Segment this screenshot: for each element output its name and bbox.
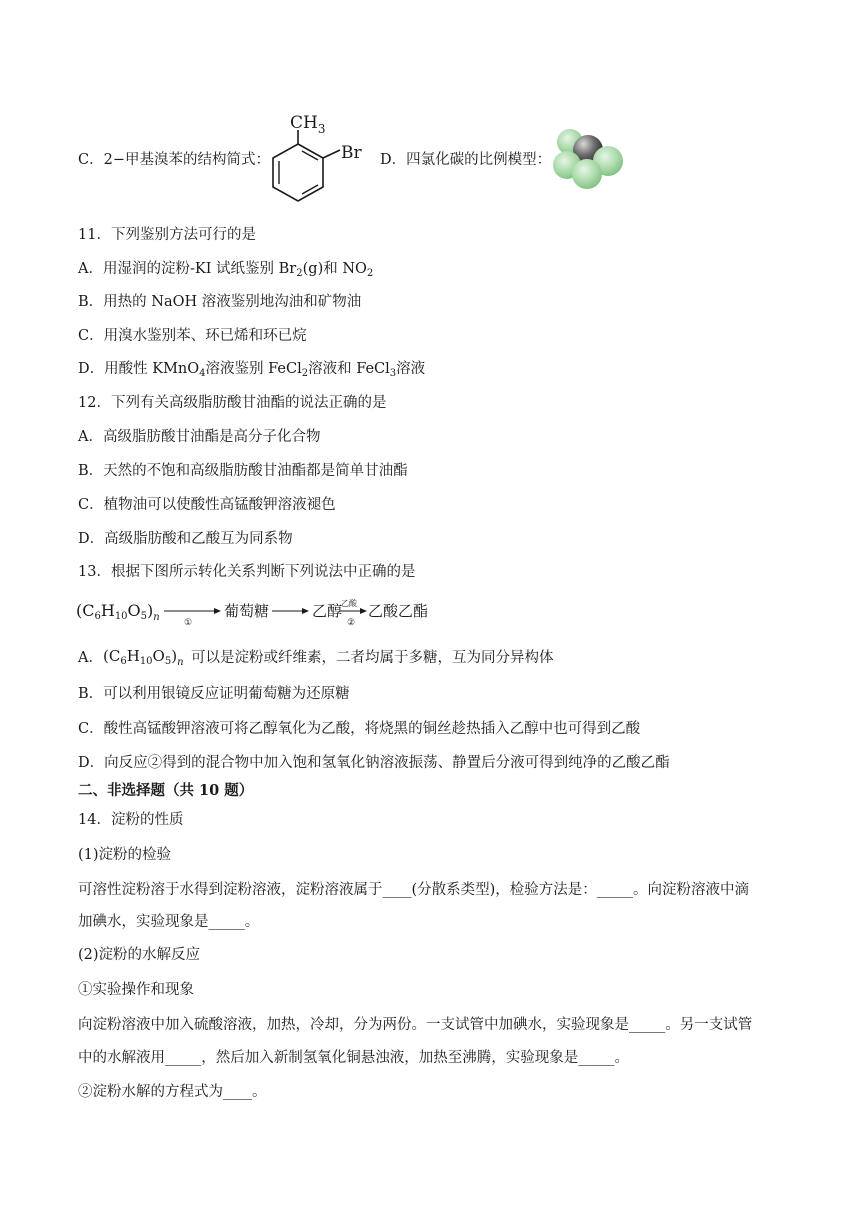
q12-option-b: B．天然的不饱和高级脂肪酸甘油酯都是简单甘油酯 xyxy=(78,463,408,479)
polysaccharide-formula: $(C6H10O5)_n$ xyxy=(76,601,160,623)
q14-part1-line2: 加碘水，实验现象是_____。 xyxy=(78,914,260,930)
section-heading: 二、非选择题（共 10 题） xyxy=(78,782,254,799)
ch3-label: $CH_3$ xyxy=(290,113,326,136)
q11-stem: 11．下列鉴别方法可行的是 xyxy=(78,227,256,243)
q13-option-c: C．酸性高锰酸钾溶液可将乙醇氧化为乙酸，将烧黑的铜丝趁热插入乙醇中也可得到乙酸 xyxy=(78,721,641,737)
q14-stem: 14．淀粉的性质 xyxy=(78,812,184,828)
q12-option-d: D．高级脂肪酸和乙酸互为同系物 xyxy=(78,531,293,547)
arrow3-bottom-label: ② xyxy=(347,618,356,628)
ethanol-label: 乙醇 xyxy=(312,602,343,620)
glucose-label: 葡萄糖 xyxy=(224,602,270,620)
q13-option-b: B．可以利用银镜反应证明葡萄糖为还原糖 xyxy=(78,686,350,702)
q12-stem: 12．下列有关高级脂肪酸甘油酯的说法正确的是 xyxy=(78,395,387,411)
q13-conversion-scheme xyxy=(76,596,436,630)
q12-option-a: A．高级脂肪酸甘油酯是高分子化合物 xyxy=(78,429,321,445)
ccl4-space-filling-model xyxy=(552,128,626,192)
q14-part2-line2: 中的水解液用_____，然后加入新制氢氧化铜悬浊液，加热至沸腾，实验现象是_____。 xyxy=(78,1050,629,1066)
arrow1-label: ① xyxy=(184,618,193,628)
option-a-formula xyxy=(103,646,191,668)
q14-part1-line1: 可溶性淀粉溶于水得到淀粉溶液，淀粉溶液属于____(分散系类型)，检验方法是：_____。向淀粉溶液中滴 xyxy=(78,882,750,898)
q14-part2-line1: 向淀粉溶液中加入硫酸溶液，加热，冷却，分为两份。一支试管中加碘水，实验现象是_____。另一支试管 xyxy=(78,1017,753,1033)
bromotoluene-structure xyxy=(262,110,372,210)
q14-part2-title: (2)淀粉的水解反应 xyxy=(78,947,201,963)
q13-option-a: A． $(C_6H_{10}O_5)_n$ 可以是淀粉或纤维素，二者均属于多糖，互为同分异构体 xyxy=(78,647,554,668)
q11-option-b: B．用热的 NaOH 溶液鉴别地沟油和矿物油 xyxy=(78,294,362,310)
q10-option-d-text: D．四氯化碳的比例模型： xyxy=(380,152,552,168)
q14-part2-sub2: ②淀粉水解的方程式为____。 xyxy=(78,1084,267,1100)
q11-option-a: A．用湿润的淀粉-KI 试纸鉴别 $Br_2(g)$和 $NO_2$ xyxy=(78,261,374,279)
q11-option-c: C．用溴水鉴别苯、环已烯和环已烷 xyxy=(78,328,307,344)
q11-option-d: D．用酸性 KMnO$_4$溶液鉴别 FeCl$_2$溶液和 FeCl$_3$溶液 xyxy=(78,361,426,379)
q12-option-c: C．植物油可以使酸性高锰酸钾溶液褪色 xyxy=(78,497,336,513)
svg-text:(C6H10O5)n: $(C_6H_{10}O_5)_n$ xyxy=(102,647,184,668)
br-label: Br xyxy=(341,143,362,163)
q14-part1-title: (1)淀粉的检验 xyxy=(78,847,172,863)
q10-option-c-text: C．2−甲基溴苯的结构简式： xyxy=(78,152,270,168)
ethyl-acetate-label: 乙酸乙酯 xyxy=(368,602,429,620)
q14-part2-sub1: ①实验操作和现象 xyxy=(78,982,194,998)
q13-option-d: D．向反应②得到的混合物中加入饱和氢氧化钠溶液振荡、静置后分液可得到纯净的乙酸乙酯 xyxy=(78,755,670,771)
arrow3-top-label: 乙酸 xyxy=(341,599,357,608)
q13-stem: 13．根据下图所示转化关系判断下列说法中正确的是 xyxy=(78,564,416,580)
